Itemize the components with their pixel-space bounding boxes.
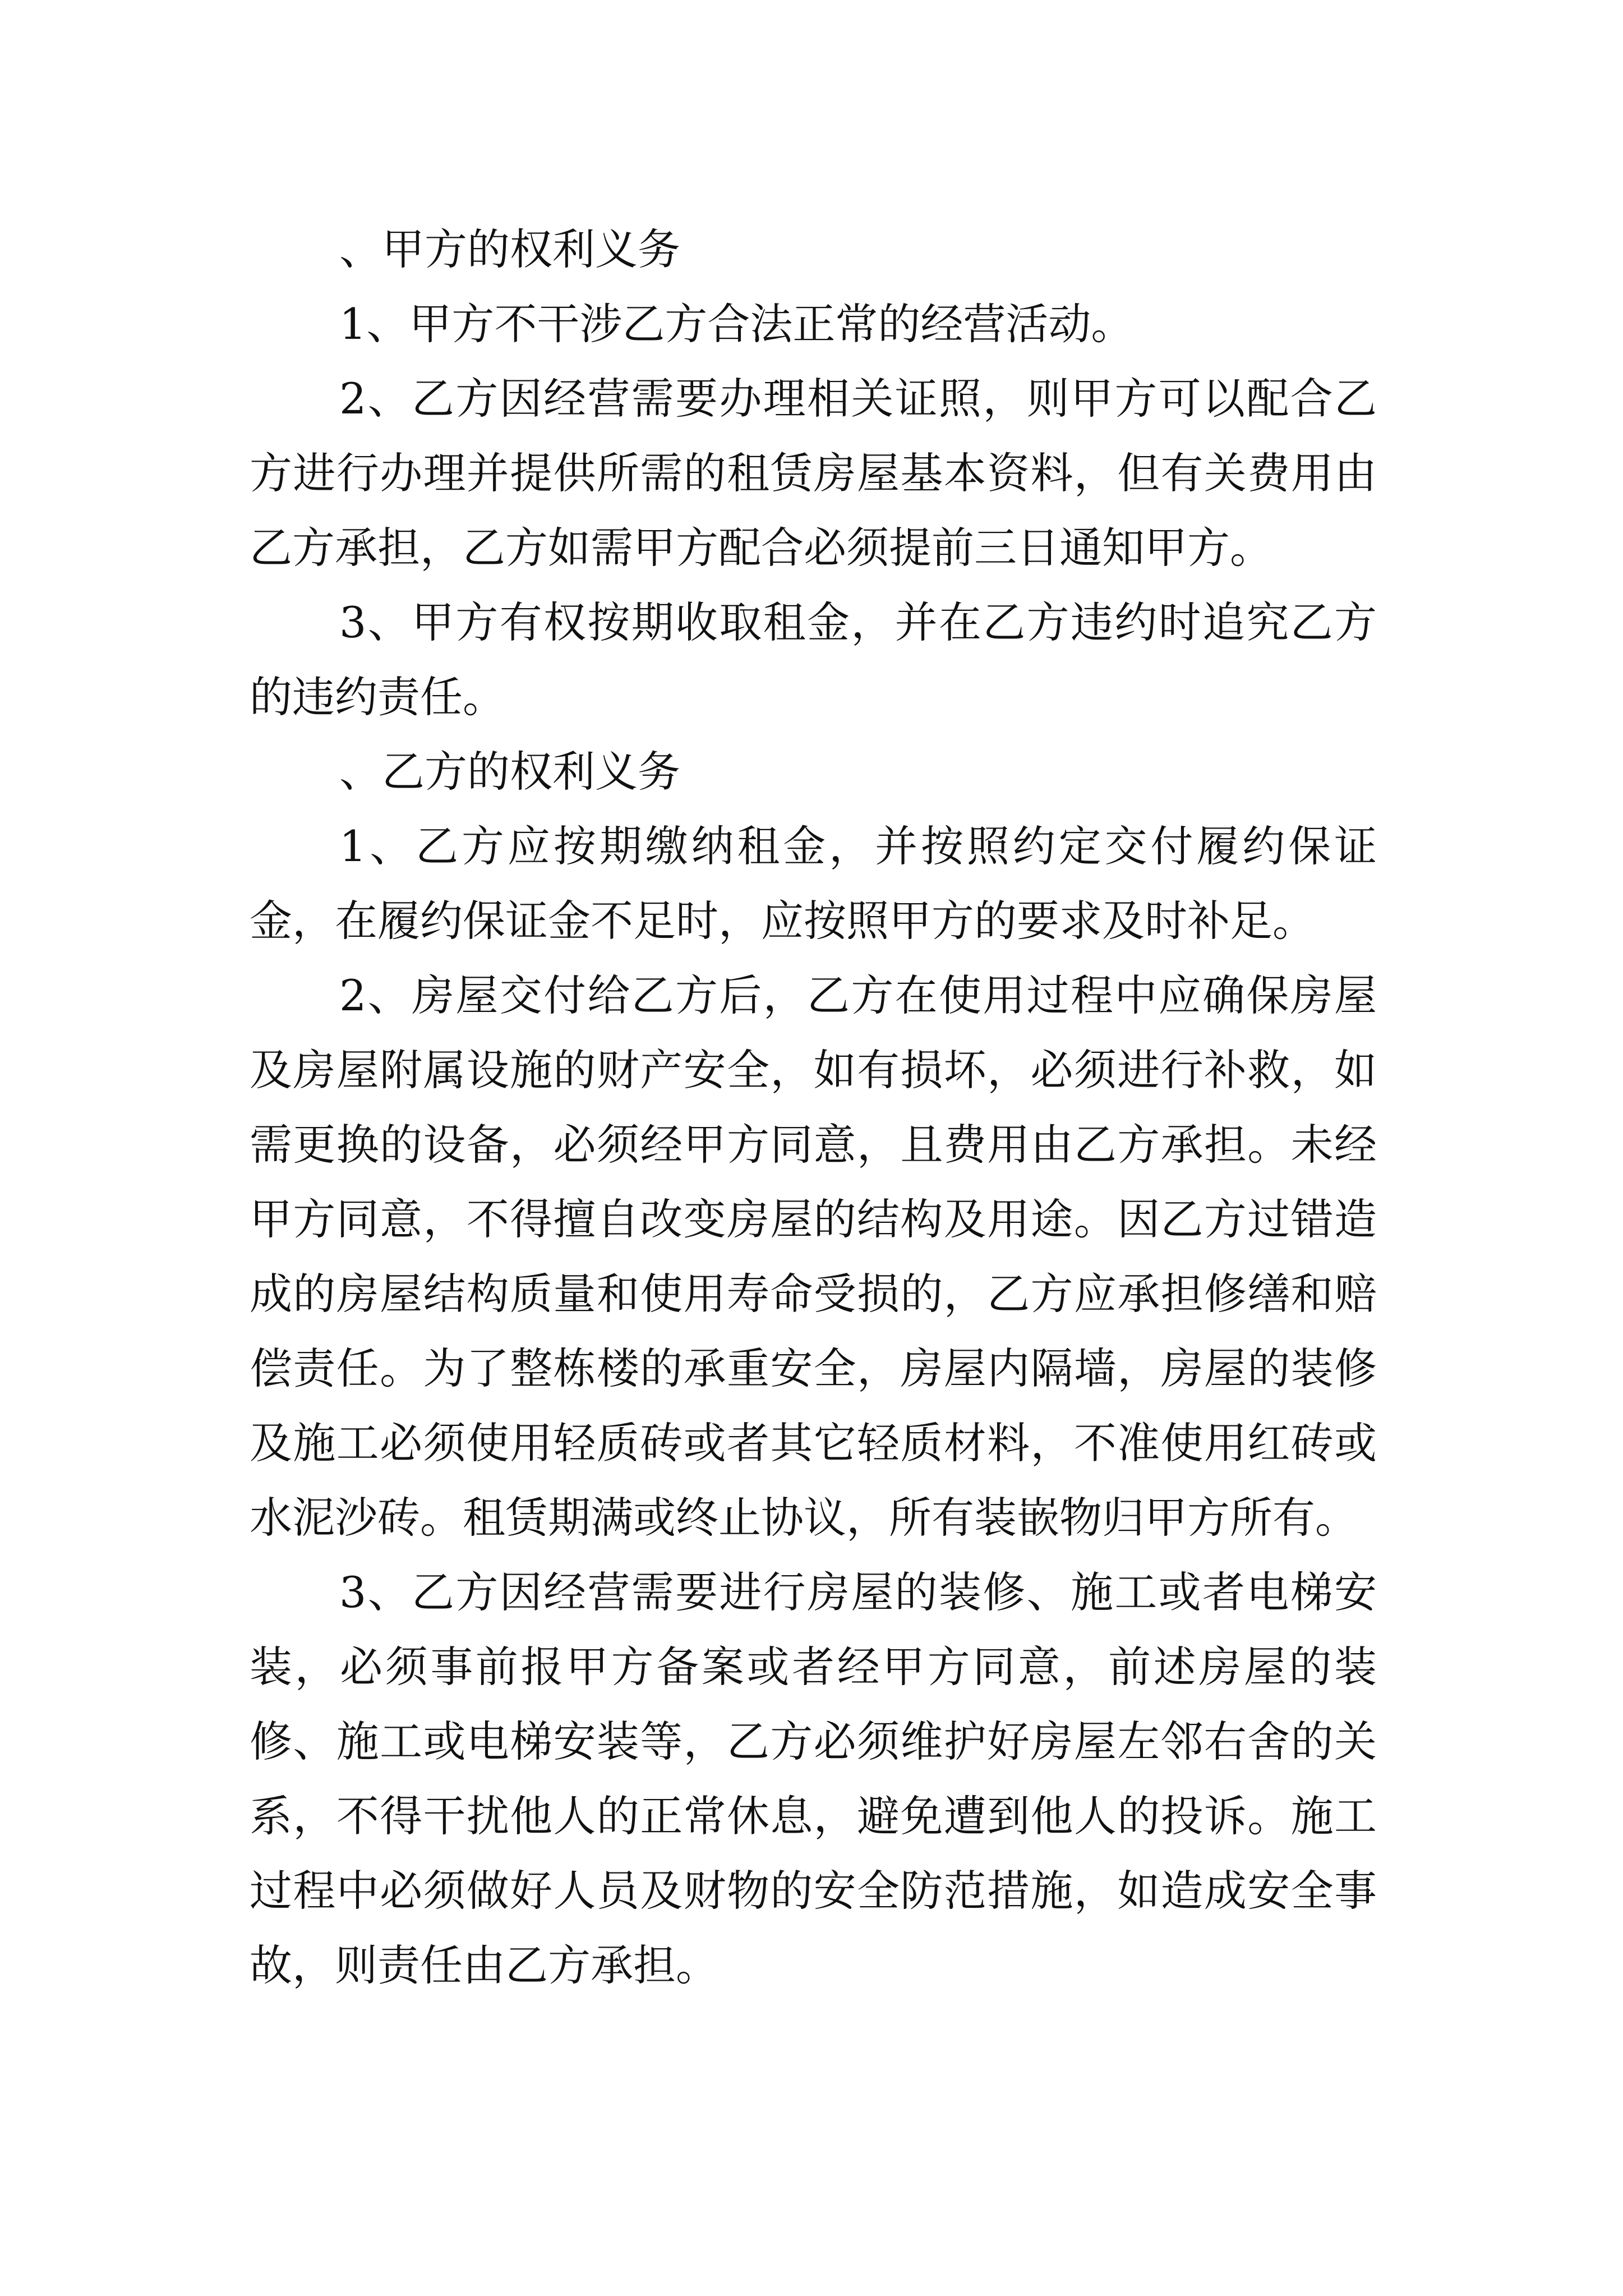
party-a-clause-1: 1、甲方不干涉乙方合法正常的经营活动。: [339, 299, 1134, 349]
section-heading-party-b: 、乙方的权利义务: [339, 747, 680, 797]
document-body: [250, 212, 1377, 2003]
party-b-clause-1: 1、乙方应按期缴纳租金，并按照约定交付履约保证金，在履约保证金不足时，应按照甲方的要求及时补足。: [250, 821, 1377, 946]
party-b-clause-3: 3、乙方因经营需要进行房屋的装修、施工或者电梯安装，必须事前报甲方备案或者经甲方同意，前述房屋的装修、施工或电梯安装等，乙方必须维护好房屋左邻右舍的关系，不得干扰他人的正常休息，避免遭到他人的投诉。施工过程中必须做好人员及财物的安全防范措施，如造成安全事故，则责任由乙方承担。: [250, 1567, 1377, 1990]
party-a-clause-3: 3、甲方有权按期收取租金，并在乙方违约时追究乙方的违约责任。: [250, 597, 1377, 722]
party-b-clause-2: 2、房屋交付给乙方后，乙方在使用过程中应确保房屋及房屋附属设施的财产安全，如有损坏，必须进行补救，如需更换的设备，必须经甲方同意，且费用由乙方承担。未经甲方同意，不得擅自改变房屋的结构及用途。因乙方过错造成的房屋结构质量和使用寿命受损的，乙方应承担修缮和赔偿责任。为了整栋楼的承重安全，房屋内隔墙，房屋的装修及施工必须使用轻质砖或者其它轻质材料，不准使用红砖或水泥沙砖。租赁期满或终止协议，所有装嵌物归甲方所有。: [250, 970, 1377, 1543]
section-heading-party-a: 、甲方的权利义务: [339, 224, 680, 274]
party-a-clause-2: 2、乙方因经营需要办理相关证照，则甲方可以配合乙方进行办理并提供所需的租赁房屋基本资料，但有关费用由乙方承担，乙方如需甲方配合必须提前三日通知甲方。: [250, 374, 1377, 573]
